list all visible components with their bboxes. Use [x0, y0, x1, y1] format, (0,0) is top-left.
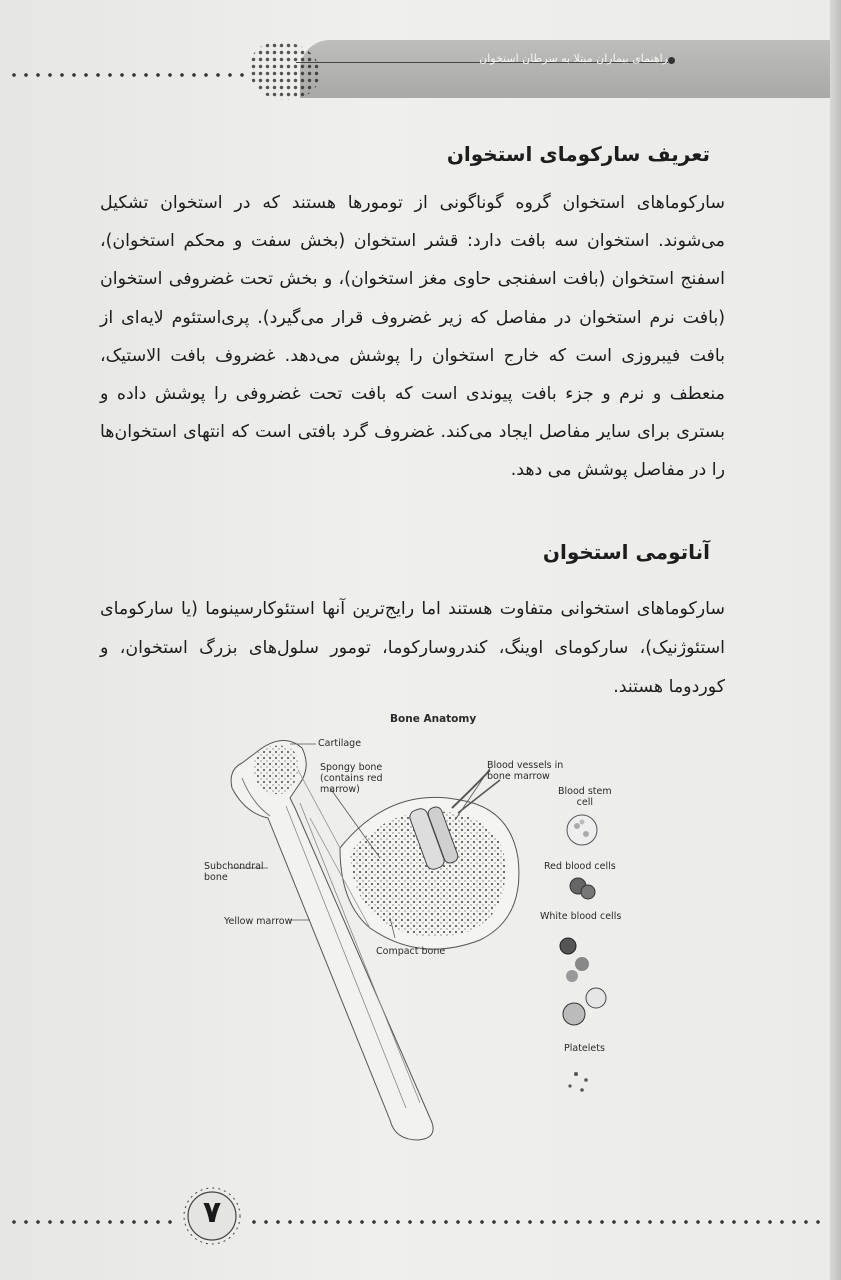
label-blood-vessels: Blood vessels in bone marrow	[487, 760, 564, 782]
label-platelets: Platelets	[564, 1043, 605, 1054]
label-blood-stem-cell: Blood stem cell	[558, 786, 612, 808]
footer-dotted-rule-right	[248, 1219, 828, 1225]
label-compact-bone: Compact bone	[376, 946, 446, 957]
label-subchondral-bone: Subchondral bone	[204, 861, 264, 883]
section-paragraph-anatomy: سارکوماهای استخوانی متفاوت هستند اما رایج‌ترین آنها استئوکارسینوما (یا سارکومای استئوژنیک)، سارکومای اوینگ، کندروسارکوما، تومور سلول‌های بزرگ استخوان، و کوردوما هستند.	[100, 599, 725, 697]
footer-dotted-rule-left	[8, 1219, 178, 1225]
bone-anatomy-figure	[190, 708, 630, 1148]
header-band	[300, 40, 830, 98]
section-paragraph-definition: سارکوماهای استخوان گروه گوناگونی از تومورها هستند که در استخوان تشکیل می‌شوند. استخوان سه بافت دارد: قشر استخوان (بخش سفت و محکم استخوان)، اسفنج استخوان (بافت اسفنجی حاوی مغز استخوان)، و بخش تحت غضروفی استخوان (بافت نرم استخوان در مفاصل که زیر غضروف قرار می‌گیرد). پری‌استئوم لایه‌ای از بافت فیبروزی است که خارج استخوان را پوشش می‌دهد. غضروف بافت الاستیک، منعطف و نرم و جزء بافت پیوندی است که بافت تحت غضروفی را پوشش داده و بستری برای سایر مفاصل ایجاد می‌کند. غضروف گرد بافتی است که انتهای استخوان‌ها را در مفاصل پوشش می دهد.	[100, 193, 725, 481]
section-heading-definition: تعریف سارکومای استخوان	[446, 142, 710, 166]
label-cartilage: Cartilage	[318, 738, 362, 749]
running-header-title: راهنمای بیماران مبتلا به سرطان استخوان	[479, 52, 668, 65]
section-heading-anatomy: آناتومی استخوان	[542, 540, 710, 564]
label-white-blood-cells: White blood cells	[540, 911, 622, 922]
bone-anatomy-illustration	[190, 708, 630, 1148]
label-spongy-bone: Spongy bone (contains red marrow)	[320, 762, 383, 795]
page-number: ۷	[202, 1195, 222, 1230]
label-red-blood-cells: Red blood cells	[544, 861, 616, 872]
header-bullet-icon	[668, 57, 675, 64]
label-yellow-marrow: Yellow marrow	[224, 916, 293, 927]
figure-title: Bone Anatomy	[390, 713, 477, 725]
book-spine-shadow	[830, 0, 841, 1280]
header-dotted-rule	[8, 72, 248, 78]
